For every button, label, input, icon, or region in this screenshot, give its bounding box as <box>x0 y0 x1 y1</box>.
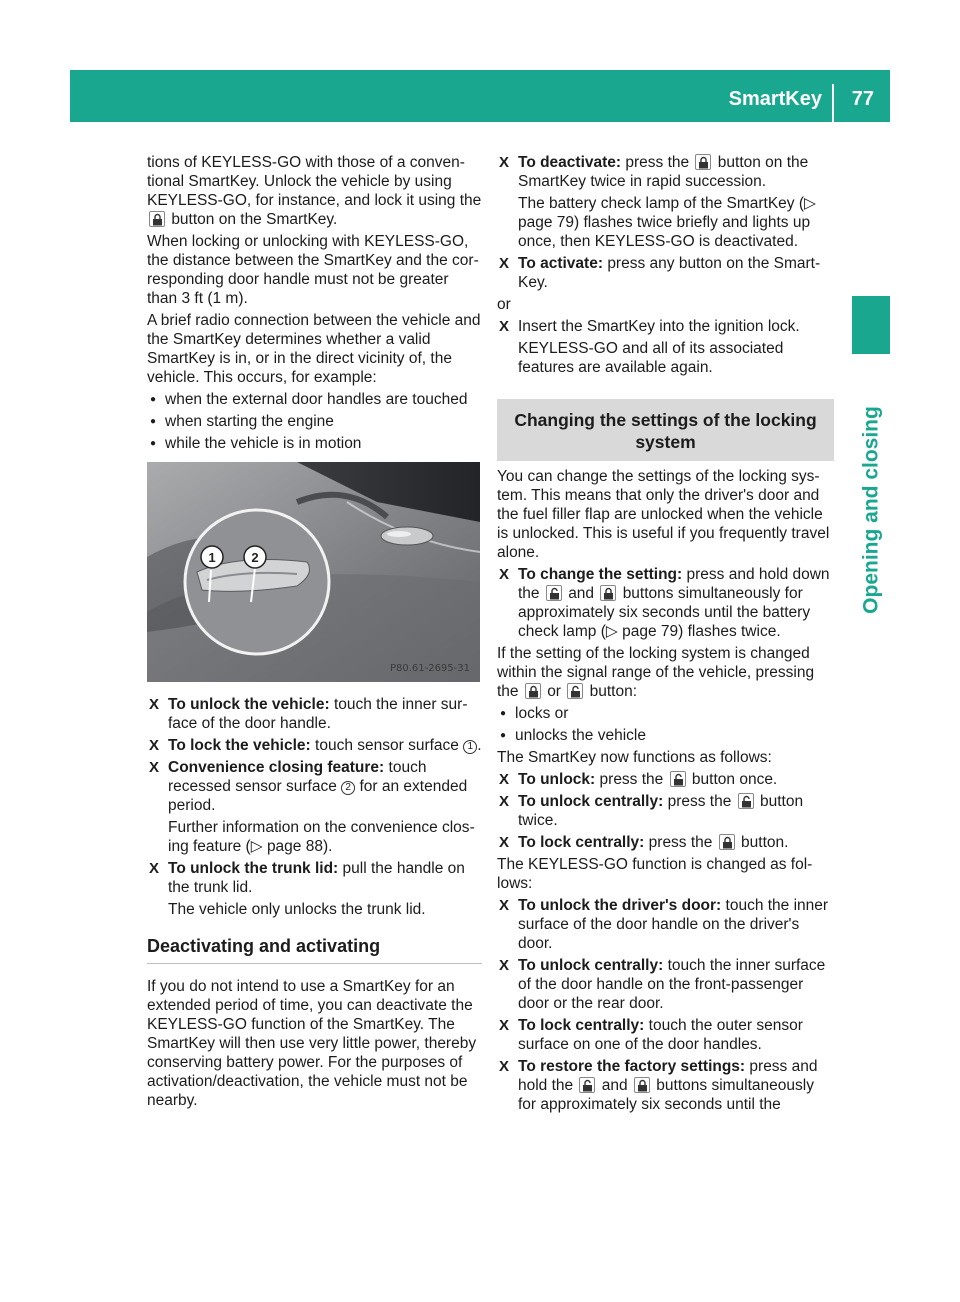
instruction-step: X To unlock centrally: press the button twice. <box>499 793 804 829</box>
instruction-step: X To change the setting: press and hold down the and buttons simultaneously for approximately six seconds until the battery check lamp (▷ page 79) flashes twice. <box>499 566 830 640</box>
lock-button-icon <box>719 834 735 850</box>
right-column <box>497 153 834 1117</box>
step-marker-icon: X <box>499 834 510 851</box>
paragraph: or <box>497 296 511 313</box>
paragraph: tions of KEYLESS-GO with those of a conventional SmartKey. Unlock the vehicle by using KEYLESS-GO, for instance, and lock it using the button on the SmartKey. <box>147 154 482 228</box>
step-note: Further information on the convenience closing feature (▷ page 88). <box>168 819 475 855</box>
paragraph: A brief radio connection between the vehicle and the SmartKey determines whether a valid SmartKey is in, or in the direct vicinity of, the vehicle. This occurs, for example: <box>147 312 481 386</box>
list-item: ● while the vehicle is in motion <box>147 434 482 453</box>
list-item: ● when the external door handles are touched <box>147 390 482 409</box>
paragraph: When locking or unlocking with KEYLESS-GO, the distance between the SmartKey and the corresponding door handle must not be greater than 3 ft (1 m). <box>147 233 479 307</box>
section-tab-marker <box>852 296 890 354</box>
section-side-label: Opening and closing <box>859 406 883 614</box>
step-marker-icon: X <box>499 957 510 974</box>
unlock-button-icon <box>546 585 562 601</box>
step-note: The battery check lamp of the SmartKey (▷ page 79) flashes twice briefly and lights up once, then KEYLESS-GO is deactivated. <box>518 195 816 250</box>
callout-ref: 1 <box>463 740 477 754</box>
section-heading: Deactivating and activating <box>147 935 482 964</box>
paragraph: You can change the settings of the locking system. This means that only the driver's door and the fuel filler flap are unlocked when the vehicle is unlocked. This is useful if you frequently travel alone. <box>497 468 830 561</box>
instruction-step: X To deactivate: press the button on the SmartKey twice in rapid succession. <box>499 154 809 190</box>
callout-2: 2 <box>251 550 259 565</box>
step-marker-icon: X <box>149 737 160 754</box>
lock-button-icon <box>600 585 616 601</box>
paragraph: The SmartKey now functions as follows: <box>497 749 772 766</box>
step-marker-icon: X <box>499 771 510 788</box>
instruction-step: X To unlock the trunk lid: pull the handle on the trunk lid. <box>149 860 465 896</box>
step-marker-icon: X <box>149 860 160 877</box>
callout-1: 1 <box>208 550 216 565</box>
step-marker-icon: X <box>149 696 160 713</box>
instruction-step: X To unlock centrally: touch the inner surface of the door handle on the front-passenger door or the rear door. <box>499 957 826 1012</box>
instruction-step: X To unlock the driver's door: touch the inner surface of the door handle on the driver's door. <box>499 897 829 952</box>
instruction-step: X To unlock: press the button once. <box>499 771 778 788</box>
lock-button-icon <box>525 683 541 699</box>
lock-button-icon <box>695 154 711 170</box>
list-item: ● when starting the engine <box>147 412 482 431</box>
instruction-step: X Convenience closing feature: touch recessed sensor surface 2 for an extended period. <box>149 759 468 814</box>
paragraph: The KEYLESS-GO function is changed as follows: <box>497 856 813 892</box>
callout-ref: 2 <box>341 781 355 795</box>
unlock-button-icon <box>579 1077 595 1093</box>
list-item: ● locks or <box>497 704 834 723</box>
instruction-step: X To lock centrally: press the button. <box>499 834 789 851</box>
header-divider <box>832 84 834 122</box>
step-marker-icon: X <box>499 793 510 810</box>
paragraph: If you do not intend to use a SmartKey for an extended period of time, you can deactivate the KEYLESS-GO function of the SmartKey. The SmartKey will then use very little power, thereby conserving battery power. For the purposes of activation/deactivation, the vehicle must not be nearby. <box>147 978 477 1109</box>
photo-code: P80.61-2695-31 <box>389 663 470 674</box>
unlock-button-icon <box>567 683 583 699</box>
step-marker-icon: X <box>499 566 510 583</box>
page-header <box>70 70 890 122</box>
step-marker-icon: X <box>499 1017 510 1034</box>
step-marker-icon: X <box>499 318 510 335</box>
instruction-step: X To restore the factory settings: press and hold the and buttons simultaneously for approximately six seconds until the <box>499 1058 818 1113</box>
step-marker-icon: X <box>499 154 510 171</box>
door-handle-photo <box>147 462 480 682</box>
instruction-step: X Insert the SmartKey into the ignition lock. <box>499 318 800 335</box>
step-marker-icon: X <box>499 897 510 914</box>
list-item: ● unlocks the vehicle <box>497 726 834 745</box>
left-column <box>147 153 482 1113</box>
step-marker-icon: X <box>149 759 160 776</box>
step-note: KEYLESS-GO and all of its associated features are available again. <box>518 340 784 376</box>
page-number: 77 <box>851 88 874 110</box>
step-note: The vehicle only unlocks the trunk lid. <box>168 901 426 918</box>
instruction-step: X To activate: press any button on the SmartKey. <box>499 255 821 291</box>
step-marker-icon: X <box>499 1058 510 1075</box>
instruction-step: X To lock the vehicle: touch sensor surface 1 . <box>149 737 482 754</box>
lock-button-icon <box>149 211 165 227</box>
step-marker-icon: X <box>499 255 510 272</box>
section-heading: Changing the settings of the locking system <box>497 399 834 461</box>
unlock-button-icon <box>670 771 686 787</box>
unlock-button-icon <box>738 793 754 809</box>
paragraph: If the setting of the locking system is changed within the signal range of the vehicle, pressing the or button: <box>497 645 815 700</box>
instruction-step: X To unlock the vehicle: touch the inner surface of the door handle. <box>149 696 468 732</box>
header-title: SmartKey <box>728 88 822 110</box>
instruction-step: X To lock centrally: touch the outer sensor surface on one of the door handles. <box>499 1017 803 1053</box>
lock-button-icon <box>634 1077 650 1093</box>
